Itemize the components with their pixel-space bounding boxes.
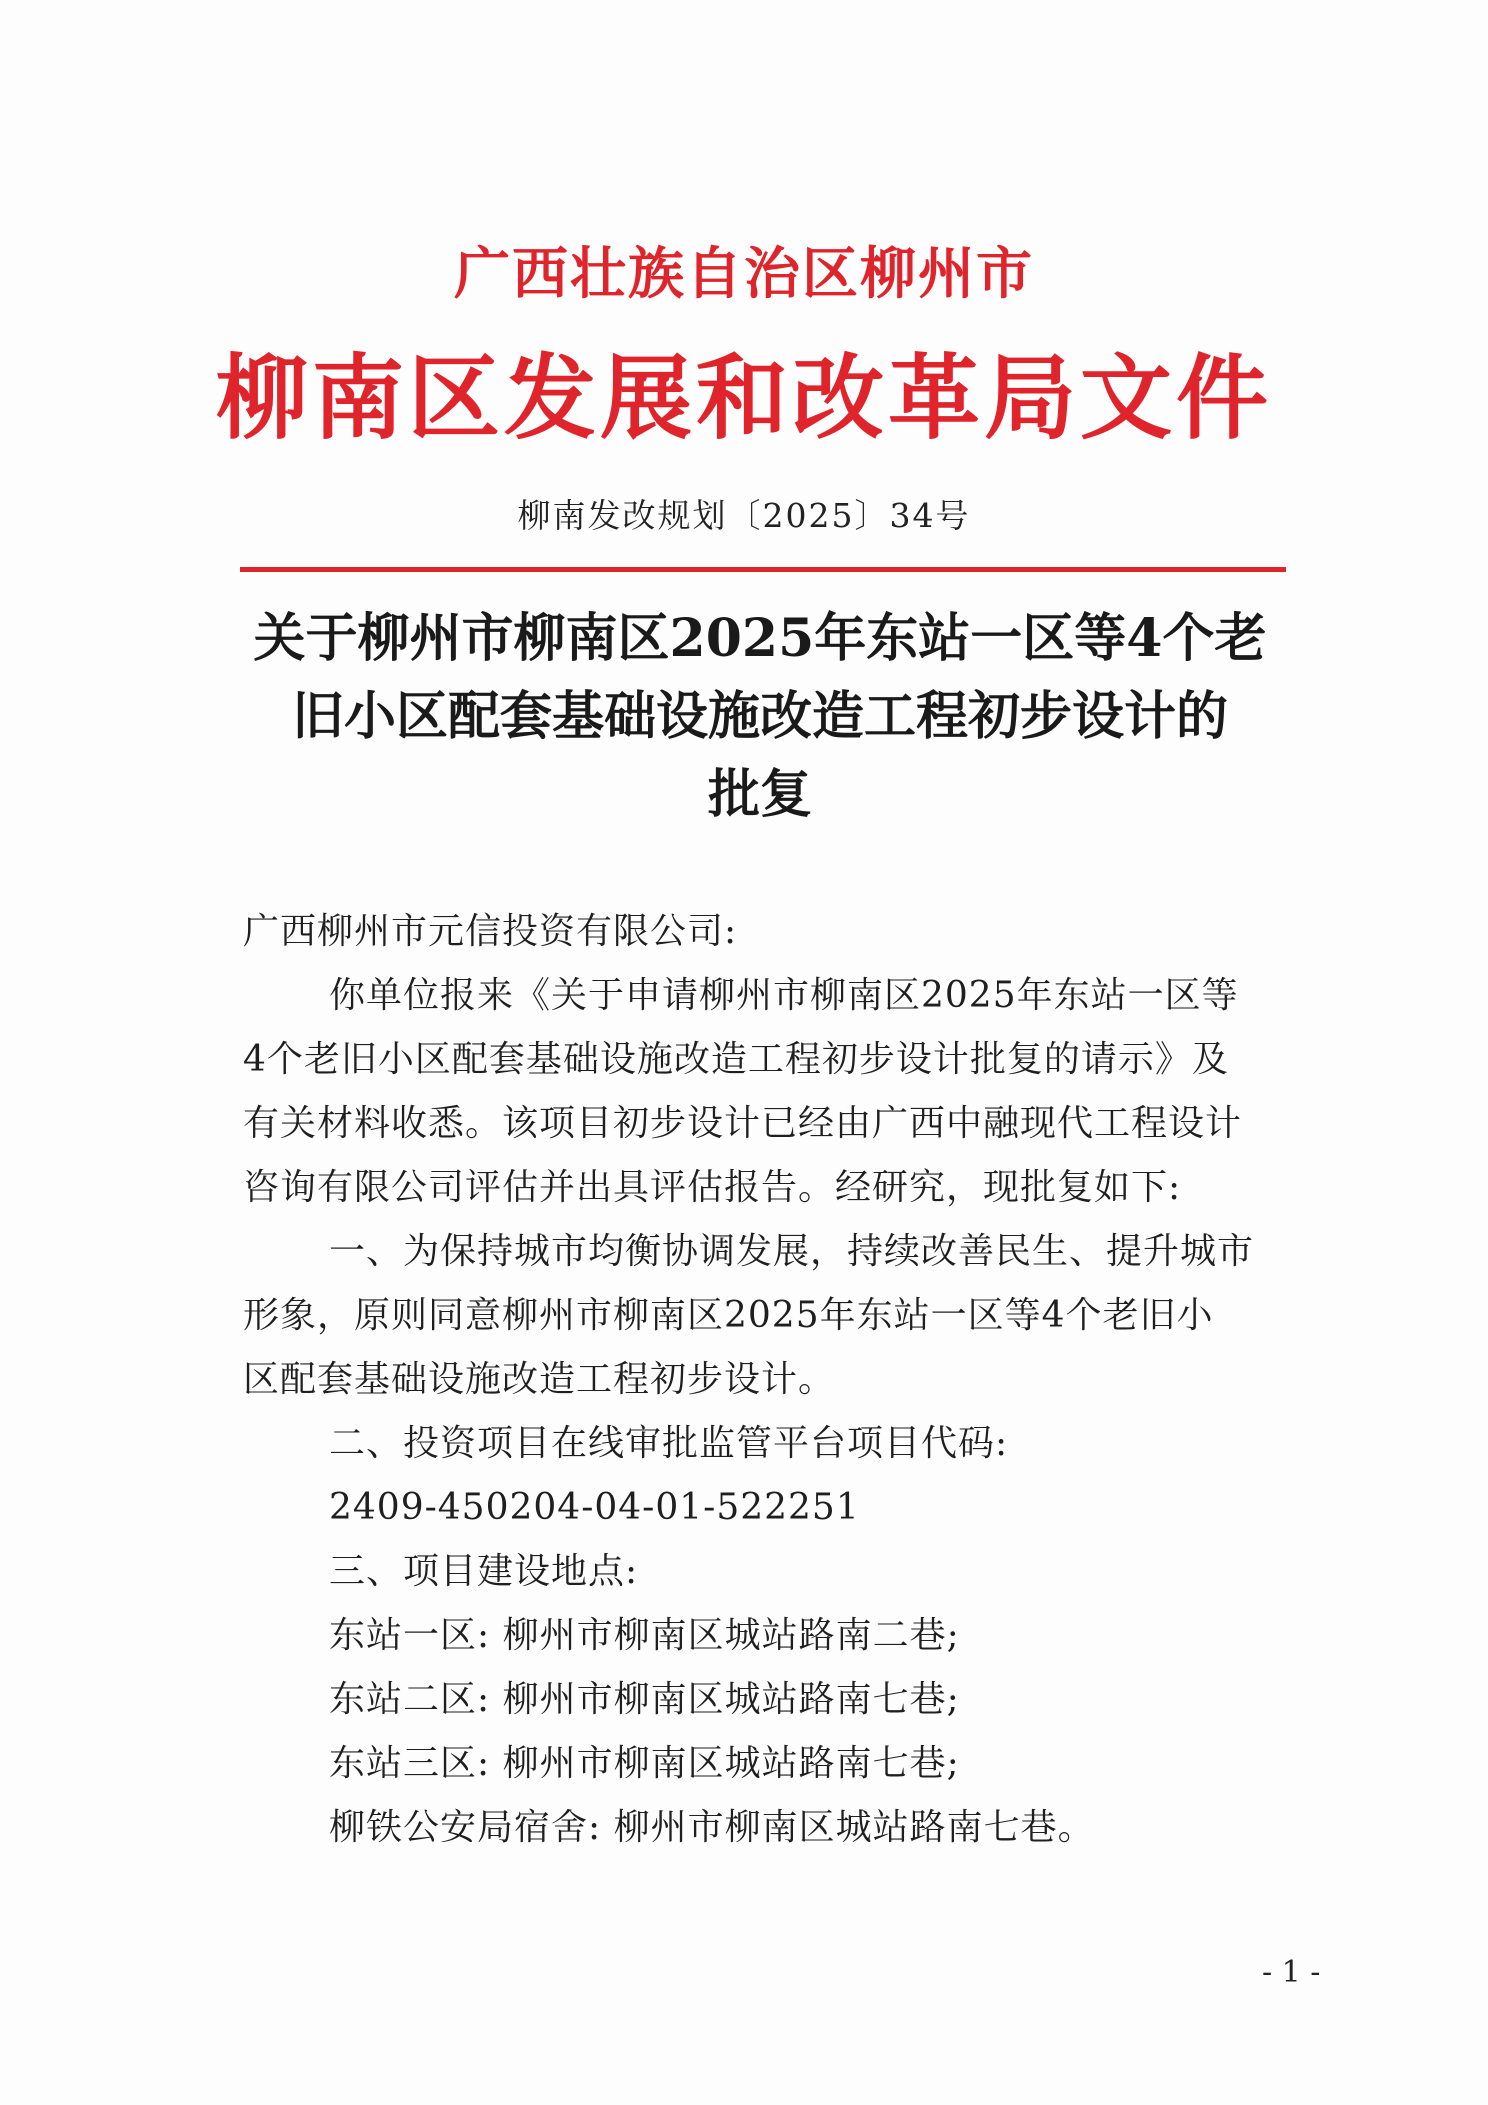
body-line: 二、投资项目在线审批监管平台项目代码:	[329, 1423, 1009, 1464]
document-body	[243, 900, 1293, 1860]
header-region-name: 广西壮族自治区柳州市	[454, 241, 1034, 307]
body-line: 区配套基础设施改造工程初步设计。	[243, 1359, 836, 1400]
body-line: 你单位报来《关于申请柳州市柳南区2025年东站一区等	[329, 975, 1239, 1016]
page-number: - 1 -	[1262, 1955, 1321, 1990]
body-line: 4个老旧小区配套基础设施改造工程初步设计批复的请示》及	[243, 1039, 1229, 1080]
addressee: 广西柳州市元信投资有限公司:	[243, 911, 738, 952]
document-number: 柳南发改规划〔2025〕34号	[517, 496, 971, 535]
body-line: 有关材料收悉。该项目初步设计已经由广西中融现代工程设计	[243, 1103, 1243, 1144]
location-item: 东站三区: 柳州市柳南区城站路南七巷;	[329, 1743, 960, 1784]
body-line: 一、为保持城市均衡协调发展，持续改善民生、提升城市	[329, 1231, 1255, 1272]
document-title	[230, 600, 1290, 834]
location-item: 柳铁公安局宿舍: 柳州市柳南区城站路南七巷。	[329, 1807, 1095, 1848]
body-line: 形象，原则同意柳州市柳南区2025年东站一区等4个老旧小	[243, 1295, 1214, 1336]
project-code: 2409-450204-04-01-522251	[329, 1487, 860, 1528]
location-item: 东站二区: 柳州市柳南区城站路南七巷;	[329, 1679, 960, 1720]
title-line: 关于柳州市柳南区2025年东站一区等4个老	[253, 608, 1267, 669]
body-line: 咨询有限公司评估并出具评估报告。经研究，现批复如下:	[243, 1167, 1182, 1208]
title-line: 旧小区配套基础设施改造工程初步设计的	[291, 686, 1228, 747]
location-item: 东站一区: 柳州市柳南区城站路南二巷;	[329, 1615, 960, 1656]
red-divider-line	[240, 567, 1286, 572]
header-issuer-title: 柳南区发展和改革局文件	[215, 344, 1272, 452]
title-line: 批复	[707, 764, 812, 825]
body-line: 三、项目建设地点:	[329, 1551, 639, 1592]
